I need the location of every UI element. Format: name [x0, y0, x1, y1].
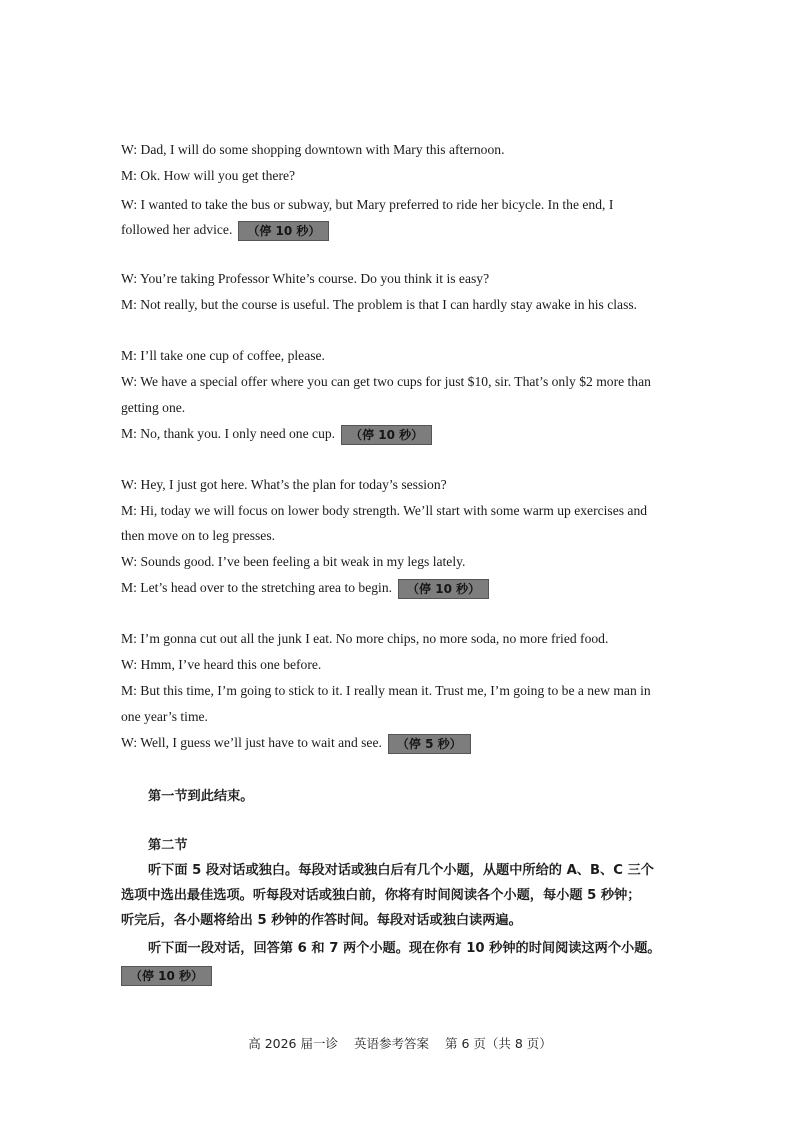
pause-marker: （停 5 秒）: [388, 734, 471, 754]
dialogue-line: one year’s time.: [121, 709, 208, 724]
dialogue-line: M: Not really, but the course is useful. The problem is that I can hardly stay awake in his class.: [121, 297, 638, 312]
pause-marker: （停 10 秒）: [398, 579, 489, 599]
section-heading: 第二节: [148, 838, 188, 853]
dialogue-line-text: M: Let’s head over to the stretching area to begin.: [121, 580, 393, 596]
instruction-line: 选项中选出最佳选项。听每段对话或独白前，你将有时间阅读各个小题，每小题 5 秒钟；: [121, 888, 641, 903]
section-end-note: 第一节到此结束。: [148, 789, 254, 804]
dialogue-line: W: We have a special offer where you can get two cups for just $10, sir. That’s only $2 more than: [121, 374, 651, 389]
footer-subject: 英语参考答案: [353, 1036, 429, 1051]
dialogue-line: M: Ok. How will you get there?: [121, 168, 296, 183]
dialogue-line: W: You’re taking Professor White’s course. Do you think it is easy?: [121, 271, 490, 286]
dialogue-line: M: I’ll take one cup of coffee, please.: [121, 348, 325, 363]
dialogue-line: getting one.: [121, 400, 186, 415]
footer-exam: 高 2026 届一诊: [248, 1036, 338, 1051]
dialogue-line: [121, 221, 681, 241]
instruction-line: 听完后，各小题将给出 5 秒钟的作答时间。每段对话或独白读两遍。: [121, 913, 522, 928]
pause-marker: （停 10 秒）: [121, 966, 212, 986]
pause-marker: （停 10 秒）: [341, 425, 432, 445]
dialogue-line: W: Hey, I just got here. What’s the plan for today’s session?: [121, 477, 447, 492]
dialogue-line-text: followed her advice.: [121, 222, 233, 238]
dialogue-line: [121, 579, 681, 599]
dialogue-line: [121, 425, 681, 445]
instruction-line: 听下面一段对话，回答第 6 和 7 两个小题。现在你有 10 秒钟的时间阅读这两个小题。: [148, 941, 661, 956]
dialogue-line: M: But this time, I’m going to stick to it. I really mean it. Trust me, I’m going to be a new man in: [121, 683, 651, 698]
dialogue-line: M: I’m gonna cut out all the junk I eat. No more chips, no more soda, no more fried food.: [121, 631, 609, 646]
pause-marker: （停 10 秒）: [238, 221, 329, 241]
dialogue-line: W: I wanted to take the bus or subway, but Mary preferred to ride her bicycle. In the end, I: [121, 197, 614, 212]
dialogue-line: then move on to leg presses.: [121, 528, 276, 543]
instruction-line: 听下面 5 段对话或独白。每段对话或独白后有几个小题，从题中所给的 A、B、C 三个: [148, 863, 654, 878]
dialogue-line: [121, 734, 681, 754]
dialogue-line: W: Sounds good. I’ve been feeling a bit weak in my legs lately.: [121, 554, 466, 569]
dialogue-line-text: W: Well, I guess we’ll just have to wait and see.: [121, 735, 382, 751]
dialogue-line: M: Hi, today we will focus on lower body strength. We’ll start with some warm up exercises and: [121, 503, 648, 518]
dialogue-line: W: Dad, I will do some shopping downtown with Mary this afternoon.: [121, 142, 505, 157]
dialogue-line: W: Hmm, I’ve heard this one before.: [121, 657, 322, 672]
page-footer: [0, 1034, 800, 1052]
dialogue-line-text: M: No, thank you. I only need one cup.: [121, 426, 336, 442]
section2-pause-line: [121, 966, 212, 986]
footer-page-number: 第 6 页（共 8 页）: [444, 1036, 552, 1051]
